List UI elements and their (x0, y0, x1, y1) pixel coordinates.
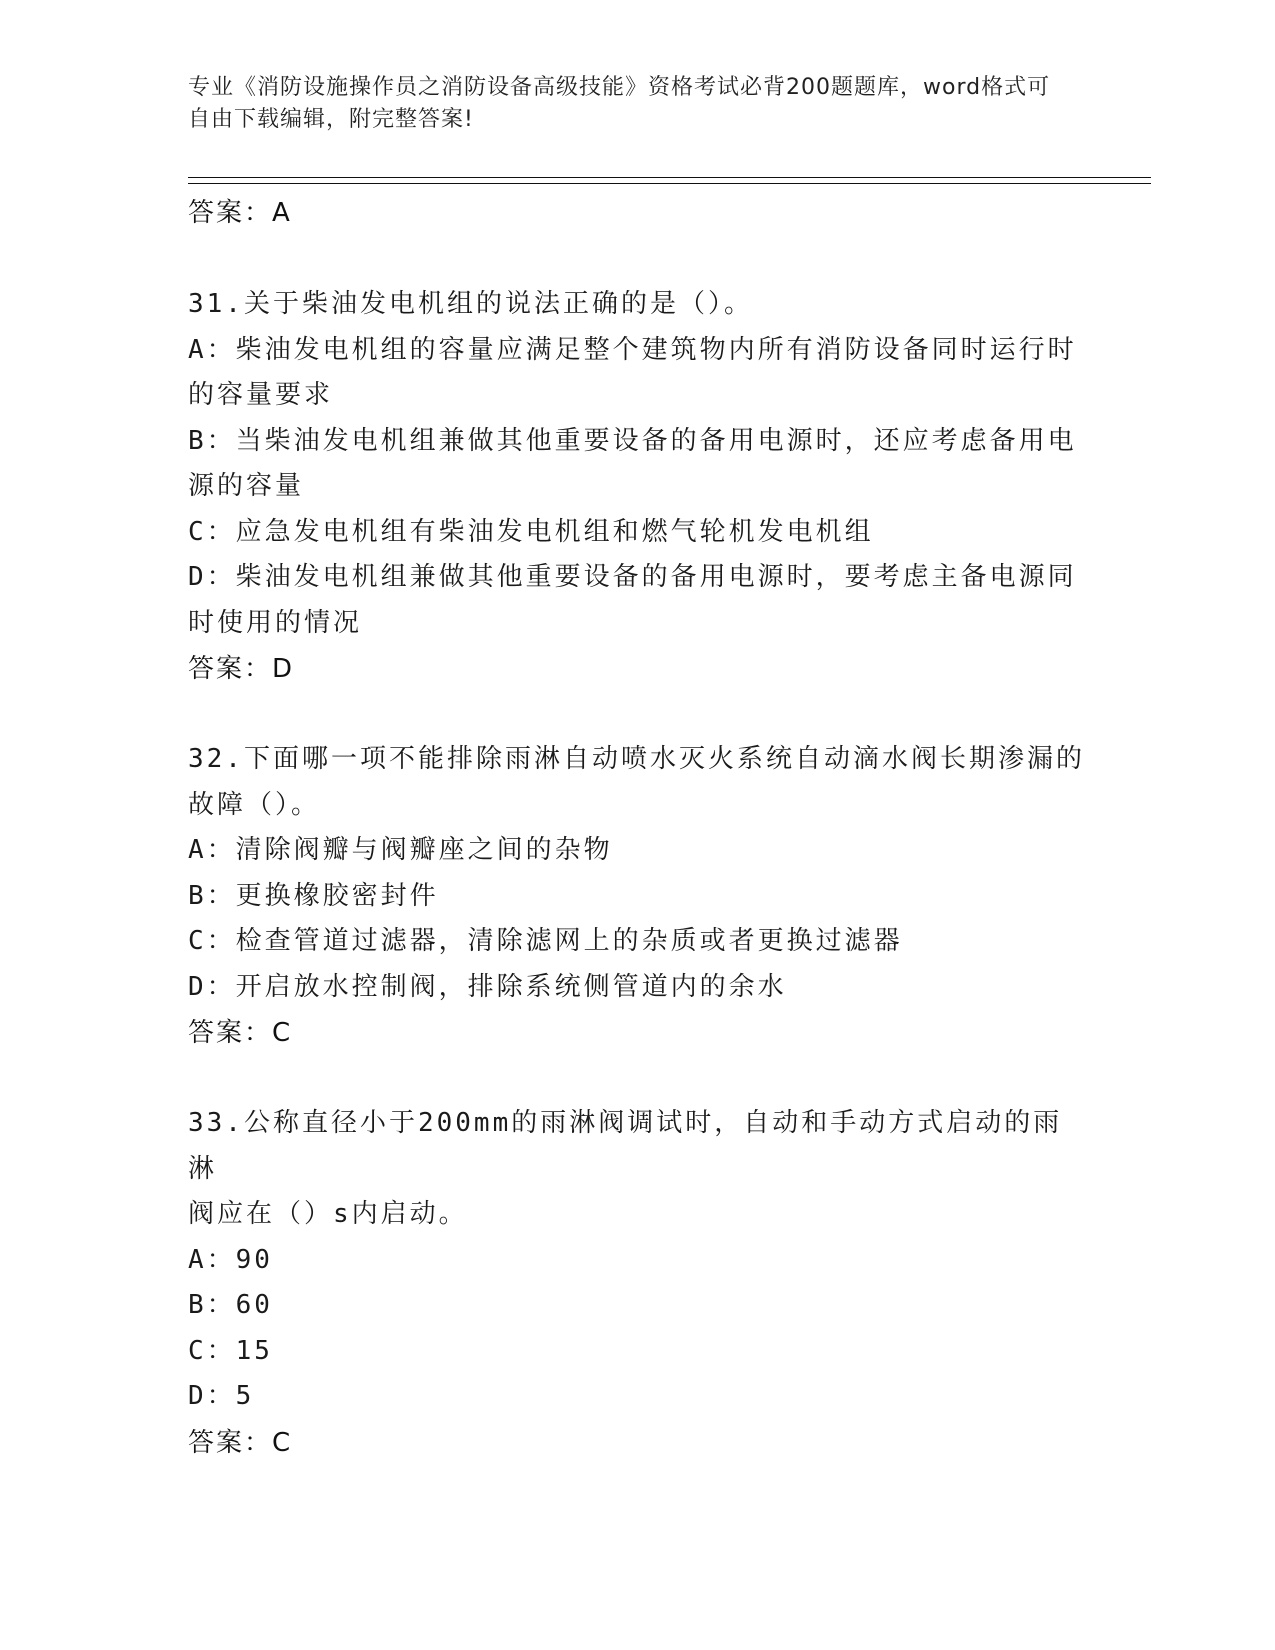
option-text: C：应急发电机组有柴油发电机组和燃气轮机发电机组 (188, 516, 874, 547)
option-text: B：当柴油发电机组兼做其他重要设备的备用电源时，还应考虑备用电 (188, 425, 1077, 456)
option-b: B：更换橡胶密封件 (188, 880, 439, 911)
option-text: A：柴油发电机组的容量应满足整个建筑物内所有消防设备同时运行时 (188, 334, 1077, 365)
header-rule-top (188, 177, 1151, 178)
document-body (188, 190, 1088, 1511)
question-stem-cont: 阀应在（）s内启动。 (188, 1199, 468, 1229)
option-b: B：60 (188, 1290, 273, 1320)
option-text-cont: 时使用的情况 (188, 607, 363, 638)
question-stem: 32.下面哪一项不能排除雨淋自动喷水灭火系统自动滴水阀长期渗漏的 (188, 744, 1085, 774)
question-block (188, 282, 1088, 692)
question-block (188, 737, 1088, 1056)
option-d (188, 555, 1088, 646)
answer-line: 答案：D (188, 654, 295, 684)
option-d: D：5 (188, 1381, 255, 1411)
option-a (188, 328, 1088, 419)
question-stem: 31.关于柴油发电机组的说法正确的是（）。 (188, 289, 753, 319)
option-text: D：柴油发电机组兼做其他重要设备的备用电源时，要考虑主备电源同 (188, 562, 1077, 592)
option-c: C：15 (188, 1335, 273, 1366)
answer-line: 答案：C (188, 1018, 293, 1048)
question-stem-cont: 故障（）。 (188, 789, 321, 820)
header-rule-bottom (188, 183, 1151, 184)
answer-line: 答案：A (188, 198, 292, 228)
option-c: C：检查管道过滤器，清除滤网上的杂质或者更换过滤器 (188, 926, 903, 956)
document-header: 专业《消防设施操作员之消防设备高级技能》资格考试必背200题题库，word格式可自由下载编辑，附完整答案! (188, 75, 1051, 132)
option-a: A：清除阀瓣与阀瓣座之间的杂物 (188, 835, 613, 865)
question-block (188, 1101, 1088, 1466)
option-text-cont: 的容量要求 (188, 380, 334, 410)
question-stem: 33.公称直径小于200mm的雨淋阀调试时，自动和手动方式启动的雨淋 (188, 1108, 1063, 1184)
option-c (188, 510, 1088, 556)
option-d: D：开启放水控制阀，排除系统侧管道内的余水 (188, 971, 787, 1002)
option-a: A：90 (188, 1244, 273, 1275)
answer-line: 答案：C (188, 1427, 293, 1458)
option-b (188, 419, 1088, 510)
option-text-cont: 源的容量 (188, 471, 305, 501)
